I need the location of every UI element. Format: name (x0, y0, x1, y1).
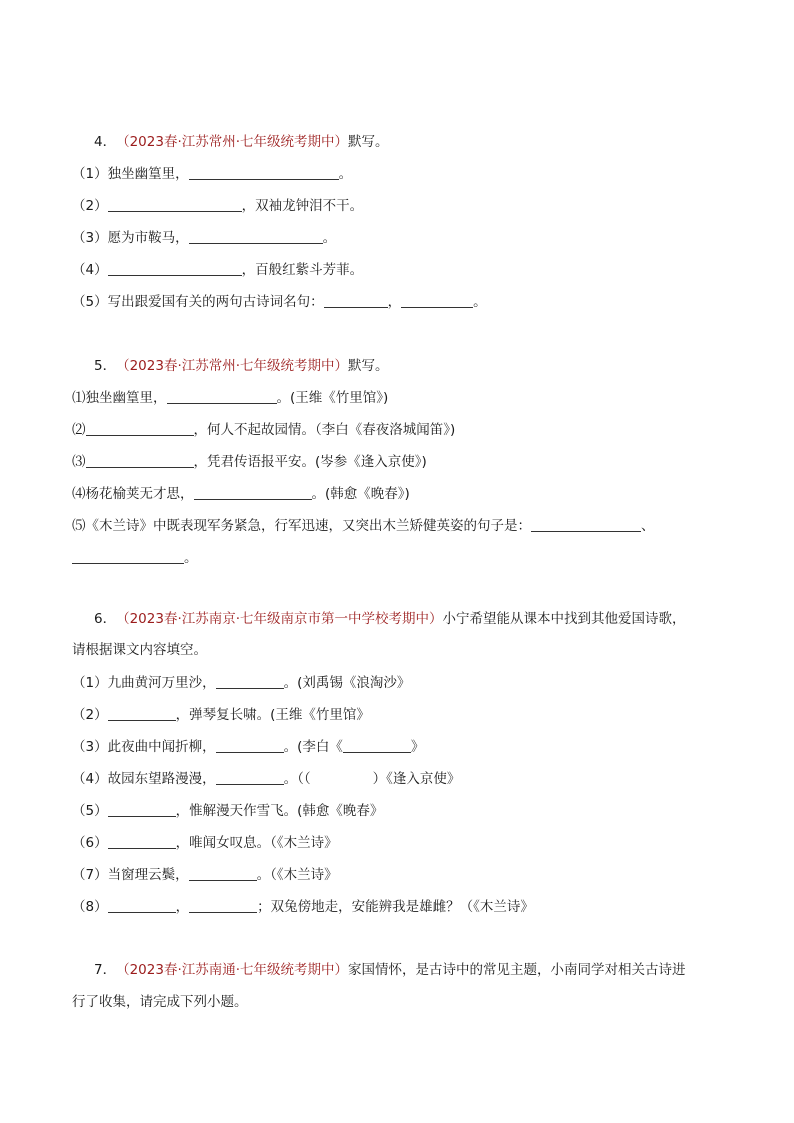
question-number: 6． (94, 611, 117, 627)
answer-blank[interactable] (189, 229, 323, 244)
answer-blank[interactable] (86, 421, 194, 436)
answer-blank[interactable] (324, 293, 388, 308)
fill-item: （6） ，唯闻女叹息。（《木兰诗》 (72, 835, 338, 851)
answer-blank[interactable] (86, 453, 194, 468)
question-prompt: 小宁希望能从课本中找到其他爱国诗歌， (442, 611, 686, 627)
source-tag: （2023春·江苏常州·七年级统考期中） (116, 134, 349, 150)
question-prompt: 家国情怀，是古诗中的常见主题，小南同学对相关古诗进 (348, 962, 686, 978)
fill-item: （2） ，双袖龙钟泪不干。 (72, 198, 364, 214)
answer-blank[interactable] (108, 802, 176, 817)
fill-item: （5） ，惟解漫天作雪飞。(韩愈《晚春》 (72, 803, 384, 819)
question-prompt: 默写。 (348, 134, 389, 150)
fill-item: ⑶ ，凭君传语报平安。(岑参《逢入京使》) (72, 454, 427, 470)
question-number: 7． (94, 962, 117, 978)
answer-blank[interactable] (108, 834, 176, 849)
fill-item: （4）故园东望路漫漫， 。（（ ）《逢入京使》 (72, 771, 461, 787)
question-6-heading-continued: 请根据课文内容填空。 (72, 642, 207, 658)
answer-blank[interactable] (108, 706, 176, 721)
answer-blank[interactable] (108, 197, 242, 212)
answer-blank[interactable] (189, 866, 257, 881)
answer-blank[interactable] (216, 674, 284, 689)
fill-item: （1）独坐幽篁里， 。 (72, 166, 353, 182)
answer-blank[interactable] (343, 738, 411, 753)
fill-item: （2） ，弹琴复长啸。(王维《竹里馆》 (72, 707, 370, 723)
answer-blank[interactable] (189, 898, 257, 913)
question-6-heading (72, 609, 686, 629)
question-7-heading (72, 960, 686, 980)
answer-blank[interactable] (531, 517, 641, 532)
fill-item: （3）此夜曲中闻折柳， 。(李白《 》 (72, 739, 425, 755)
fill-item: （3）愿为市鞍马， 。 (72, 230, 337, 246)
answer-blank[interactable] (216, 738, 284, 753)
fill-item: ⑷杨花榆荚无才思， 。(韩愈《晚春》) (72, 486, 410, 502)
fill-item: ⑴独坐幽篁里， 。(王维《竹里馆》) (72, 390, 389, 406)
fill-item: （7）当窗理云鬓， 。（《木兰诗》 (72, 867, 338, 883)
question-7-heading-continued: 行了收集，请完成下列小题。 (72, 994, 248, 1010)
answer-blank[interactable] (194, 485, 312, 500)
fill-item: （8） ， ；双兔傍地走，安能辨我是雄雌？（《木兰诗》 (72, 899, 534, 915)
answer-blank[interactable] (108, 898, 176, 913)
fill-item: （1）九曲黄河万里沙， 。(刘禹锡《浪淘沙》 (72, 675, 411, 691)
answer-blank[interactable] (401, 293, 473, 308)
source-tag: （2023春·江苏常州·七年级统考期中） (116, 358, 349, 374)
fill-item: （4） ，百般红紫斗芳菲。 (72, 262, 364, 278)
question-5-heading (72, 356, 389, 376)
fill-item-continued: 。 (72, 548, 198, 568)
answer-blank[interactable] (167, 389, 277, 404)
fill-item: （5）写出跟爱国有关的两句古诗词名句： ， 。 (72, 294, 487, 310)
answer-blank[interactable] (108, 261, 242, 276)
question-number: 5． (94, 358, 117, 374)
question-prompt: 默写。 (348, 358, 389, 374)
source-tag: （2023春·江苏南京·七年级南京市第一中学校考期中） (116, 611, 443, 627)
fill-item: ⑵ ，何人不起故园情。（李白《春夜洛城闻笛》) (72, 422, 456, 438)
answer-blank[interactable] (189, 165, 339, 180)
question-4-heading (72, 132, 389, 152)
question-number: 4． (94, 134, 117, 150)
answer-blank[interactable] (72, 549, 184, 564)
source-tag: （2023春·江苏南通·七年级统考期中） (116, 962, 349, 978)
fill-item: ⑸《木兰诗》中既表现军务紧急，行军迅速，又突出木兰矫健英姿的句子是： 、 (72, 518, 655, 534)
answer-blank[interactable] (216, 770, 284, 785)
